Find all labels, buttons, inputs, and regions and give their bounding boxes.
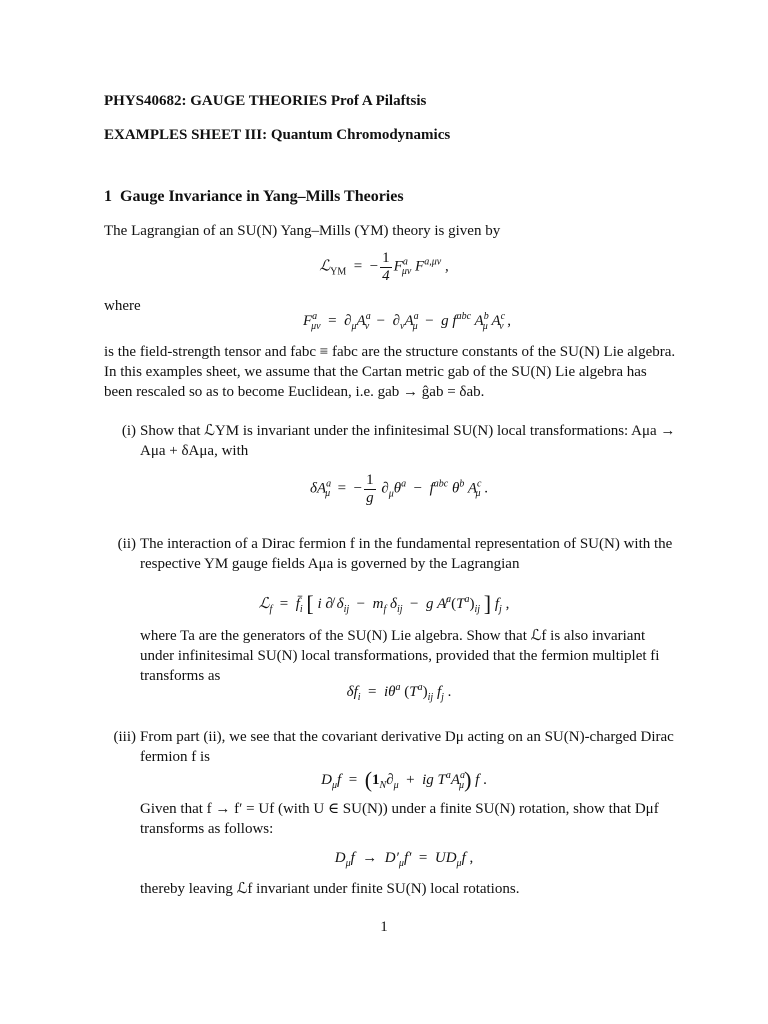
field-strength-explanation: is the field-strength tensor and fabc ≡ fabc are the structure constants of the SU(N) Lie algebra. In this examples sheet, we assume that the Cartan metric gab of the SU(N) Lie algebra has been rescaled so as to become Euclidean, i.e. gab → ĝab = δab.	[104, 344, 676, 400]
equation-lagrangian-f: ℒ$_f$ = $f̄_i$ [ i ∂̸ $\delta_{ij} - m_f$ $\delta_{ij} - g$ $A̸^a(T^a)_{ij}$ ] $f_j$ ,	[258, 591, 510, 616]
item-text-iii-conclusion: thereby leaving ℒf invariant under finite SU(N) local rotations.	[140, 881, 520, 897]
item-text-ii: The interaction of a Dirac fermion f in the fundamental representation of SU(N) with the respective YM gauge fields Aμa is governed by the Lagrangian	[140, 536, 673, 572]
equation-delta-f: $\delta f_i = i\theta^a$ $(T^a)_{ij}$ $f_j$ .	[346, 682, 452, 703]
equation-field-strength: $F^a_{\mu\nu} = \partial_\mu A^a_\nu - \partial_\nu A^a_\mu - g$ $f^{abc}$ $A^b_\mu$ $A^c_\nu$ ,	[302, 311, 512, 332]
item-text-iii: From part (ii), we see that the covariant derivative Dμ acting on an SU(N)-charged Dirac fermion f is	[140, 729, 674, 765]
equation-covariant-derivative: $D_\mu f = (1_N\partial_\mu$ + ig $T^aA^a_\mu$) f .	[321, 767, 487, 792]
section-number: 1	[104, 188, 112, 205]
section-heading	[104, 186, 404, 207]
item-label-ii: (ii)	[117, 536, 136, 552]
sheet-title: EXAMPLES SHEET III: Quantum Chromodynamics	[104, 127, 451, 143]
item-label-i: (i)	[121, 423, 136, 439]
section-title: Gauge Invariance in Yang–Mills Theories	[120, 188, 404, 205]
equation-delta-a: $\delta A^a_\mu$ = − $\frac{1}{g}$ $\partial_\mu\theta^a - f^{abc}$ $\theta^b$ $A^c_\mu$ .	[309, 472, 489, 506]
item-text-ii-continued: where Ta are the generators of the SU(N) Lie algebra. Show that ℒf is also invariant under infinitesimal SU(N) local transformations, provided that the fermion multiplet fi transforms as	[140, 628, 660, 684]
where-label: where	[104, 298, 141, 314]
item-text-iii-continued: Given that f → f′ = Uf (with U ∈ SU(N)) under a finite SU(N) rotation, show that Dμf transforms as follows:	[140, 801, 659, 837]
equation-transformation: $D_\mu f \to D'_\mu f' = UD_\mu f$ ,	[334, 850, 474, 869]
item-text-i: Show that ℒYM is invariant under the infinitesimal SU(N) local transformations: Aμa → Aμa + δAμa, with	[140, 423, 676, 459]
equation-lagrangian-ym: ℒ$_{YM}$ = − $\frac{1}{4}$ $F^a_{\mu\nu}$ $F^{a,\mu\nu}$ ,	[319, 250, 449, 284]
intro-text: The Lagrangian of an SU(N) Yang–Mills (YM) theory is given by	[104, 223, 501, 239]
course-header: PHYS40682: GAUGE THEORIES Prof A Pilaftsis	[104, 93, 427, 109]
item-label-iii: (iii)	[113, 729, 136, 745]
page-number: 1	[380, 919, 388, 935]
